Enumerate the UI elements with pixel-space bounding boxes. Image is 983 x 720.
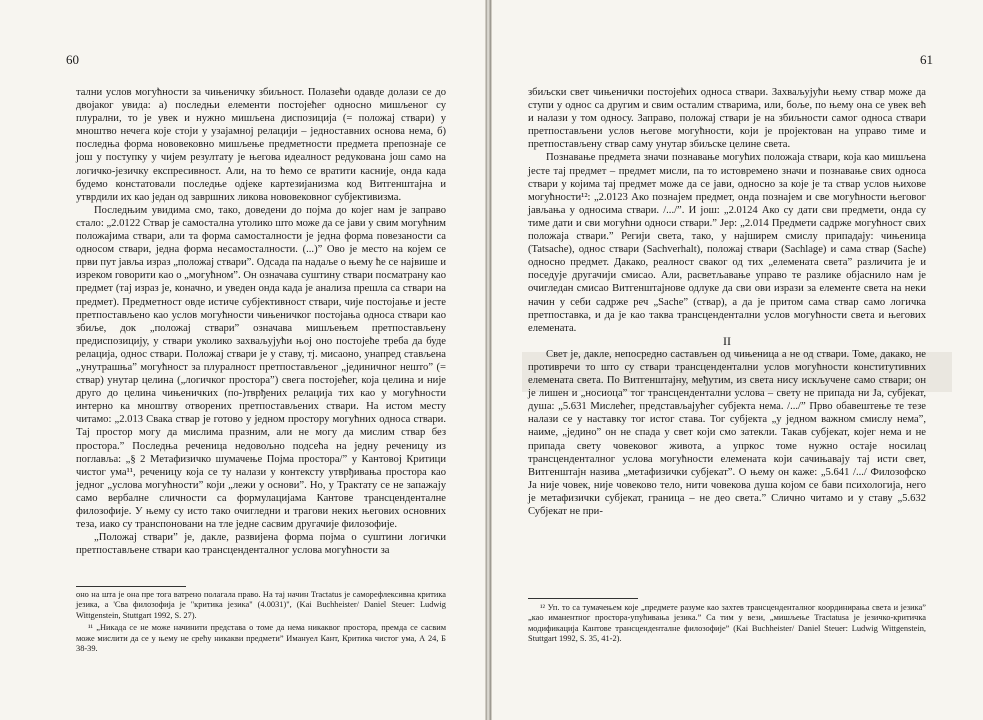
footnote-rule: [76, 586, 186, 587]
right-footnotes: [528, 603, 926, 647]
footnote-rule: [528, 598, 638, 599]
footnote: ¹¹ „Никада се не може начинити представа о томе да нема никаквог простора, премда се сасвим може мислити да се у њему не срећу никакви предмети” Имануел Кант, Критика чистог ума, А 24, Б 38-39.: [76, 623, 446, 654]
page-number-right: 61: [920, 52, 933, 67]
left-footnotes: [76, 590, 446, 656]
footnote: ¹² Уп. то са тумачењем које „предмете разуме као захтев трансценденталног координирања света и језика” „као иманентног простора-упућивања језика.” Са тим у вези, „мишљење Tractatusa је језичко-критичка модификација Кантове трансценденталне филозофије” (Kai Buchheister/ Daniel Steuer: Ludwig Wittgenstein, Stuttgart 1992, S. 35, 41-2).: [528, 603, 926, 644]
paragraph: „Положај ствари” је, дакле, развијена форма појма о суштини логички претпостављене ствари као трансценденталног услова могућности за: [76, 532, 446, 557]
paragraph: збиљски свет чињенички постојећих односа ствари. Захваљујући њему ствар може да ступи у однос са другим и свим осталим стварима, или, боље, по њему она се увек већ и налази у том односу. Заправо, положај ствари је на збиљности самог односа ствари претпостављени услов његове могућности, који је пројектован на управо тиме и претпостављену ствар саму унутар збиљске целине света.: [528, 87, 926, 151]
section-heading: II: [723, 333, 731, 348]
footnote: оно на шта је она пре тога ватрено полагала право. На тај начин Tractatus је саморефлексивна критика језика, а 'Сва филозофија је "критика језика" (4.0031)", (Kai Buchheister/ Daniel Steuer: Ludwig Wittgenstein, Stuttgart 1992, S. 27).: [76, 590, 446, 620]
left-page: [0, 0, 486, 720]
paragraph: тални услов могућности за чињеничку збиљност. Полазећи одавде долази се до двојаког увида: а) последњи елементи постојећег односно мишљеног су плурални, то је увек и нужно мишљена диспозиција (= положај ствари) у мноштво нечега које стоји у узајамној релацији – једноставних основа нема, б) последња форма нововековно мишљење предметности предмета препознаје се још у поступку у чијем резултату је његова идеалност редукована још само на логичко-језичку експресивност. Али, на то ћемо се вратити касније, онда када будемо констатовали последње одјеке картезијанизма код Витгенштајна и утврдили их као један од завршних ликова нововековног субјективизма.: [76, 87, 446, 203]
paragraph: Познавање предмета значи познавање могућих положаја ствари, која као мишљена јесте тај предмет – предмет мисли, па то истовремено значи и познавање свих односа ствари у којима тај предмет може да се јави, односно за које је та ствар услов њихове могућности¹²: „2.0123 Ако познајем предмет, онда познајем и све могућности његовог јављања у односима ствари. /.../”. И још: „2.0124 Ако су дати сви предмети, онда су тиме дати и сви могућни односи ствари.” Јер: „2.014 Предмети садрже могућност свих положаја ствари.” Регији света, тако, у најширем смислу припадају: чињеница (Tatsache), однос ствари (Sachverhalt), положај ствари (Sachlage) и сама ствар (Sache) односно предмет. Дакако, реалност сваког од тих „елемената света” различита је и поседује другачији смисао. Али, расветљавање управо те разлике објаснило нам је очигледан смисао Витгенштајнове одлуке да сви ови изрази за елементе света на неки начин у себи садрже реч „Sache” (ствар), а да је притом сама ствар само логичка претпоставка, и да је као таква трансцендентални услов могућности света и његових елемената.: [528, 152, 926, 334]
right-page-body: [528, 86, 926, 518]
right-page: [491, 0, 983, 720]
page-number-left: 60: [66, 52, 79, 67]
left-page-body: [76, 86, 446, 557]
paragraph: Последњим увидима смо, тако, доведени до појма до којег нам је заправо стало: „2.0122 Ствар је самостална утолико што може да се јави у свим могућним положајима ствари, али та форма самосталности је једна форма повезаности са односом ствари, једна форма несамосталности. (...)” Ово је место на којем се први пут јавља израз „положај ствари”. Одсада па надаље о њему ће се највише и изреком говорити као о „могућном”. Он означава суштину ствари посматрану као предмет (тај израз је, коначно, и уведен онда када је анализа прешла са ствари на предмет). Предметност овде истиче субјективност ствари, чије постојање и јесте претпостављено као услов могућности чињеничког постојања односа ствари као збиље, док „положај ствари” означава мишљењем претпостављену предиспозицију, у ствари уколико захваљујући њој оно постојеће треба да буде релација, однос ствари. Положај ствари је у ставу, тј. мисаоно, унапред стављена „унутрашња” могућност за плуралност претпостављеног „јединичног нешто” (= ствар) унутар целина („логичког простора”) свега постојећег, која целина и није друго до целина чињеничких (по-)тврђених релација тих као у могућности интерно ка мноштву отворених претпостављених ствари. На истом месту читамо: „2.013 Свака ствар је готово у једном простору могућних односа ствари. Тај простор могу да мислима празним, али не могу да мислим ствар без простора.” Последња реченица недовољно подсећа на једну реченицу из поглавља: „§ 2 Метафизичко шумачење Појма простора/” у Кантовој Критици чистог ума¹¹, реченицу која се ту налази у контексту утврђивања простора као једног „услова могућности” који „лежи у основи”. Но, у Трактату се не запажају само вербалне сличности са формулацијама Кантове трансценденталне филозофије. У њему су исто тако очигледни и трагови неких његових основних теза, иако су транспоновани на тле једне сасвим другачије филозофије.: [76, 204, 446, 531]
paragraph: Свет је, дакле, непосредно састављен од чињеница а не од ствари. Томе, дакако, не противречи то што су ствари трансцендентални услов могућности конститутивних елемената света. По Витгенштајну, међутим, из света нису искључене само ствари; он је лишен и „носиоца” тог трансцендентални услова – свету не припада ни Ја, субјекат, душа: „5.631 Мислећег, представљајућег субјекта нема. /.../” Прво обавештење те тезе налази се у наставку тог истог става. Тог субјекта „у једном важном смислу нема”, наиме, „једино” он не спада у свет који смо затекли. Такав субјекат, којег нема и не припада свету човековог живота, а упркос томе нужно остаје носилац трансценденталног услова могућности елемената који сачињавају тај исти свет, Витгенштајн назива „метафизички субјекат”. О њему он каже: „5.641 /.../ Филозофско Ја није човек, није човеково тело, нити човекова душа којом се бави психологија, него је метафизички субјекат, граница – не део света.” Слично читамо и у ставу „5.632 Субјекат не при-: [528, 348, 926, 517]
